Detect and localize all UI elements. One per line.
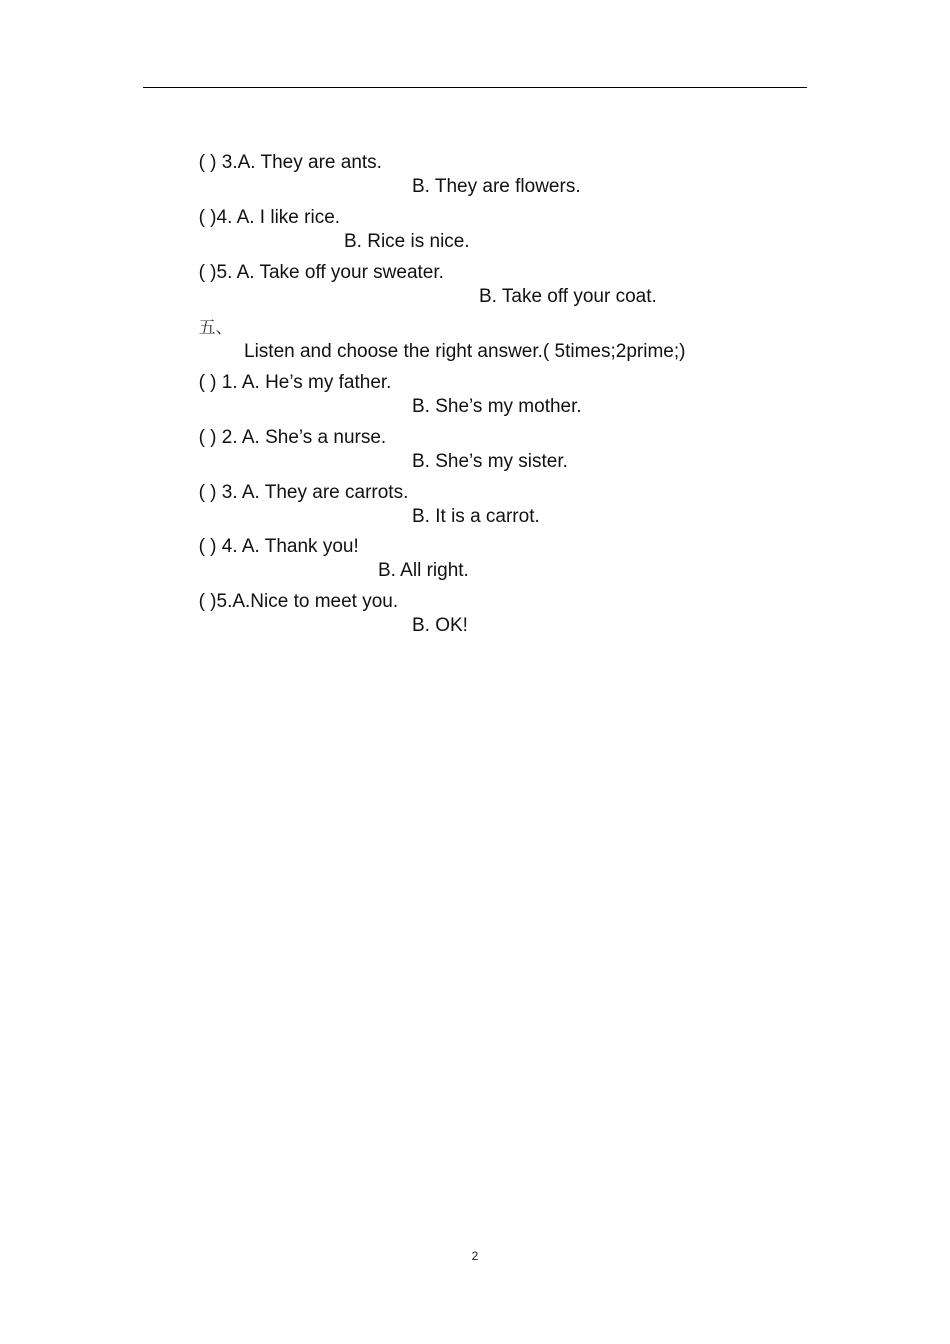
header-rule — [143, 87, 807, 88]
option-a: ( )5. A. Take off your sweater. — [198, 262, 444, 283]
option-a: ( ) 1. A. He’s my father. — [198, 372, 392, 393]
option-b: B. All right. — [378, 560, 469, 581]
option-a: ( ) 4. A. Thank you! — [198, 536, 359, 557]
option-b: B. Rice is nice. — [344, 231, 470, 252]
option-a: ( ) 2. A. She’s a nurse. — [198, 427, 387, 448]
section-instruction: Listen and choose the right answer.( 5times;2prime;) — [244, 341, 686, 362]
option-b: B. OK! — [412, 615, 468, 636]
option-b: B. She’s my mother. — [412, 396, 582, 417]
option-a: ( ) 3. A. They are carrots. — [198, 482, 409, 503]
option-b: B. It is a carrot. — [412, 506, 540, 527]
option-a: ( )5.A.Nice to meet you. — [198, 591, 399, 612]
option-a: ( ) 3.A. They are ants. — [198, 152, 382, 173]
option-b: B. They are flowers. — [412, 176, 581, 197]
option-a: ( )4. A. I like rice. — [198, 207, 341, 228]
section-numeral: 五、 — [198, 318, 233, 338]
page-number: 2 — [471, 1249, 479, 1263]
option-b: B. She’s my sister. — [412, 451, 568, 472]
option-b: B. Take off your coat. — [479, 286, 657, 307]
